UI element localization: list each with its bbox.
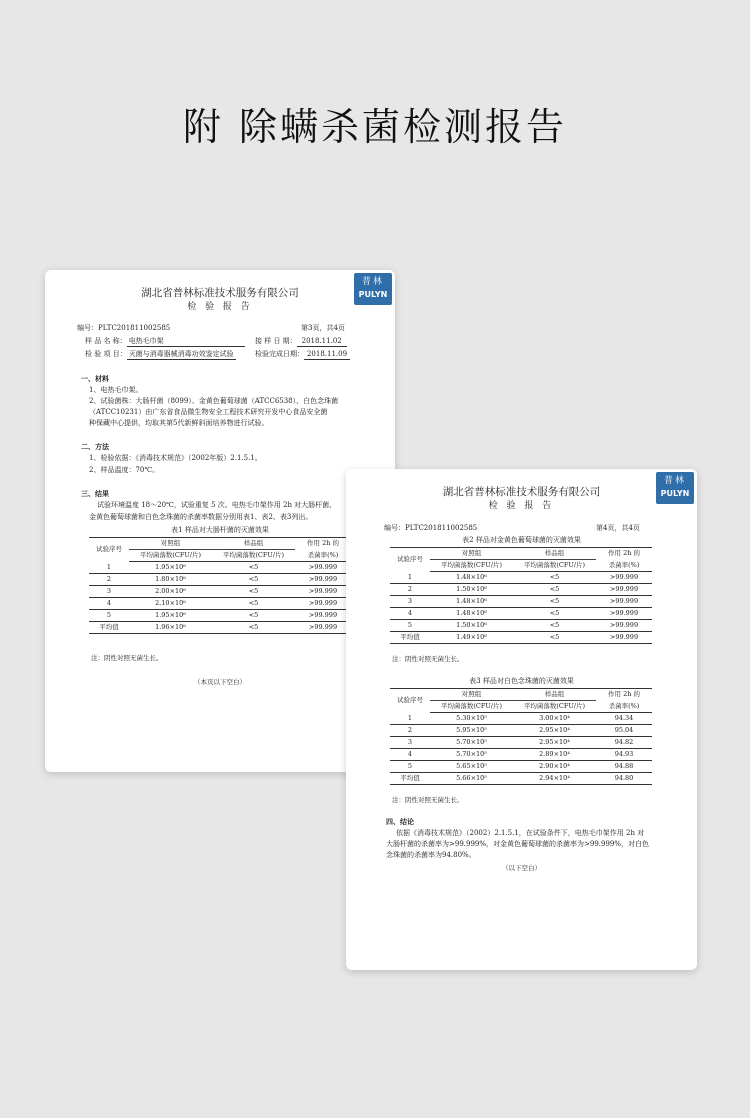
report-title: 检 验 报 告 [488,501,555,511]
table-header: 平均菌落数(CFU/片) [430,560,513,572]
receive-date-row: 接 样 日 期： 2018.11.02 [255,337,347,347]
table-header: 样品组 [212,538,295,550]
table2-caption: 表2 样品对金黄色葡萄球菌的灭菌效果 [462,536,581,544]
section-methods: 二、方法 [81,442,109,451]
section-materials: 一、材料 [81,374,109,383]
table-row: 3 2.00×10⁶ <5 >99.999 [89,586,351,598]
table3-note: 注：阴性对照无菌生长。 [392,796,464,804]
table-header: 平均菌落数(CFU/片) [430,701,513,713]
sample-name-row: 样 品 名 称： 电热毛巾架 [85,337,245,347]
page-number: 第4页，共4页 [596,524,640,532]
table-header: 样品组 [513,548,596,560]
table-row: 3 5.70×10⁵ 2.95×10⁴ 94.82 [390,737,652,749]
org-name: 湖北省普林标准技术服务有限公司 [141,287,299,299]
table-header: 杀菌率(%) [295,550,351,562]
methods-line: 1、检验依据：《消毒技术规范》（2002年版）2.1.5.1。 [89,454,262,462]
table-header: 试验序号 [390,689,430,713]
table-header: 试验序号 [89,538,129,562]
table-header: 作用 2h 的 [295,538,351,550]
table-header: 试验序号 [390,548,430,572]
table-row: 1 5.30×10⁵ 3.00×10⁴ 94.34 [390,713,652,725]
conclusion-text: 依据《消毒技术规范》（2002）2.1.5.1，在试验条件下，电热毛巾架作用 2h 对 大肠杆菌的杀菌率为>99.999%，对金黄色葡萄球菌的杀菌率为>99.999%，对白色 念珠菌的杀菌率为94.80%。 [386,829,650,859]
table-row: 5 5.65×10⁵ 2.90×10⁴ 94.88 [390,761,652,773]
section-conclusion: 四、结论 [386,817,414,826]
table-header: 对照组 [129,538,212,550]
test-item-row: 检 验 项 目： 灭菌与消毒器械消毒功效鉴定试验 [85,350,236,360]
table-row: 2 1.50×10⁶ <5 >99.999 [390,584,652,596]
table-header: 平均菌落数(CFU/片) [212,550,295,562]
section-results: 三、结果 [81,489,109,498]
blank-notice: （以下空白） [502,864,541,872]
table-header: 平均菌落数(CFU/片) [513,701,596,713]
materials-line: （ATCC10231）由广东省食品微生物安全工程技术研究开发中心食品安全菌 [89,408,328,416]
table-row: 平均值 1.96×10⁶ <5 >99.999 [89,622,351,634]
table1-caption: 表1 样品对大肠杆菌的灭菌效果 [171,526,269,534]
methods-line: 2、样品温度：70℃。 [89,466,160,474]
org-name: 湖北省普林标准技术服务有限公司 [442,486,601,498]
pulyn-logo: 普林 PULYN [354,273,392,305]
table-header: 杀菌率(%) [596,560,652,572]
table-header: 对照组 [430,689,513,701]
blank-notice: （本页以下空白） [194,678,246,686]
table-row: 4 2.10×10⁶ <5 >99.999 [89,598,351,610]
report-number: 编号：PLTC201811002585 [77,324,171,332]
table-row: 2 5.95×10⁵ 2.95×10⁴ 95.04 [390,725,652,737]
table2-note: 注：阴性对照无菌生长。 [392,655,464,663]
report-page-3 [45,270,395,772]
table-row: 5 1.50×10⁶ <5 >99.999 [390,620,652,632]
table-row: 4 1.48×10⁶ <5 >99.999 [390,608,652,620]
table-row: 2 1.80×10⁶ <5 >99.999 [89,574,351,586]
table-header: 杀菌率(%) [596,701,652,713]
table-row: 平均值 5.66×10⁵ 2.94×10⁴ 94.80 [390,773,652,785]
table-header: 作用 2h 的 [596,548,652,560]
table1-note: 注：阴性对照无菌生长。 [91,654,163,662]
table-row: 1 1.95×10⁶ <5 >99.999 [89,562,351,574]
table-header: 样品组 [513,689,596,701]
page-number: 第3页，共4页 [301,324,345,332]
table-row: 4 5.70×10⁵ 2.89×10⁴ 94.93 [390,749,652,761]
report-number: 编号：PLTC201811002585 [384,524,478,532]
report-title: 检 验 报 告 [187,302,253,312]
table-row: 平均值 1.49×10⁶ <5 >99.999 [390,632,652,644]
table-row: 5 1.95×10⁶ <5 >99.999 [89,610,351,622]
page-title: 附 除螨杀菌检测报告 [182,105,568,149]
table2 [390,547,652,644]
materials-line: 2、试验菌株：大肠杆菌（8099）、金黄色葡萄球菌（ATCC6538）、白色念珠菌 [89,397,339,405]
table-header: 平均菌落数(CFU/片) [513,560,596,572]
complete-date-row: 检验完成日期： 2018.11.09 [255,350,350,360]
results-line: 试验环境温度 18～20℃，试验重复 5 次。电热毛巾架作用 2h 对大肠杆菌、 [97,501,337,509]
table1 [89,537,351,634]
table-header: 作用 2h 的 [596,689,652,701]
pulyn-logo: 普林 PULYN [656,472,694,504]
table-header: 对照组 [430,548,513,560]
table-header: 平均菌落数(CFU/片) [129,550,212,562]
report-page-4 [346,469,697,970]
table-row: 1 1.48×10⁶ <5 >99.999 [390,572,652,584]
materials-line: 种保藏中心提供，均取其第5代新鲜斜面培养物进行试验。 [89,419,269,427]
results-line: 金黄色葡萄球菌和白色念珠菌的杀菌率数据分别用表1、表2、表3列出。 [89,513,313,521]
materials-line: 1、电热毛巾架。 [89,386,143,394]
table3-caption: 表3 样品对白色念珠菌的灭菌效果 [469,677,574,685]
table-row: 3 1.48×10⁶ <5 >99.999 [390,596,652,608]
table3 [390,688,652,785]
